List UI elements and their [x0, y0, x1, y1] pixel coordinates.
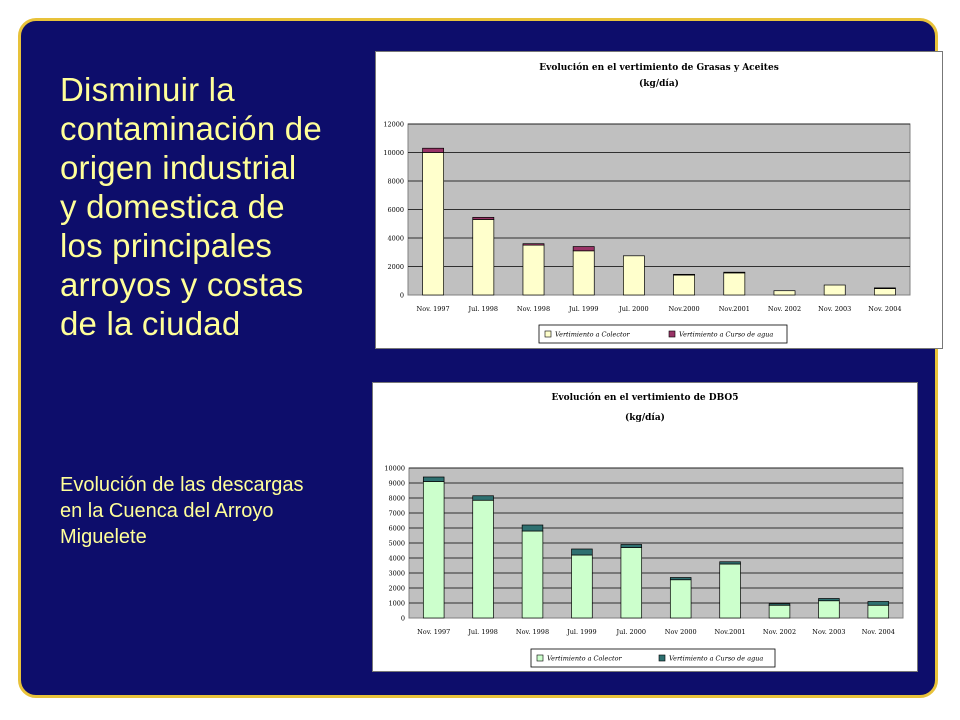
bar-segment [670, 578, 691, 580]
y-tick-label: 5000 [388, 539, 405, 548]
x-tick-label: Jul. 1998 [468, 305, 499, 313]
y-tick-label: 6000 [388, 524, 405, 533]
chart-title: Evolución en el vertimiento de DBO5 [551, 393, 739, 403]
y-tick-label: 3000 [388, 569, 405, 578]
y-tick-label: 2000 [388, 584, 405, 593]
legend-swatch [669, 331, 675, 337]
legend-label: Vertimiento a Colector [547, 654, 622, 663]
bar-segment [674, 275, 695, 295]
bar-segment [720, 564, 741, 618]
bar-segment [523, 244, 544, 245]
bar-segment [423, 477, 444, 482]
bar-segment [621, 545, 642, 548]
y-tick-label: 4000 [388, 554, 405, 563]
bar-segment [473, 217, 494, 219]
x-tick-label: Nov. 2003 [818, 305, 852, 313]
bar-segment [819, 601, 840, 618]
y-tick-label: 8000 [387, 177, 404, 186]
caption-line: Miguelete [60, 526, 147, 548]
x-tick-label: Nov.2001 [718, 305, 750, 313]
bar-segment [572, 555, 593, 618]
x-tick-label: Nov. 1998 [515, 628, 550, 636]
bar-segment [473, 496, 494, 501]
bar-segment [868, 605, 889, 618]
chart-subtitle: (kg/día) [625, 413, 665, 423]
y-tick-label: 0 [400, 614, 405, 623]
bar-segment [473, 219, 494, 295]
bar-segment [769, 605, 790, 618]
bar-segment [874, 288, 895, 289]
bar-segment [670, 580, 691, 618]
bar-segment [523, 245, 544, 295]
heading-line: arroyos y costas [60, 266, 304, 303]
bar-segment [819, 599, 840, 601]
y-tick-label: 2000 [387, 263, 404, 271]
bar-segment [720, 562, 741, 564]
y-tick-label: 9000 [388, 479, 405, 488]
bar-segment [522, 531, 543, 618]
chart-title: Evolución en el vertimiento de Grasas y Aceites [539, 63, 779, 73]
heading-line: origen industrial [60, 149, 297, 186]
x-tick-label: Nov.2001 [714, 628, 746, 636]
x-tick-label: Nov.2000 [668, 305, 700, 313]
bar-segment [573, 247, 594, 251]
x-tick-label: Jul. 1999 [568, 305, 599, 313]
x-tick-label: Nov. 1997 [416, 305, 450, 313]
x-tick-label: Nov. 1998 [516, 305, 551, 313]
heading-line: y domestica de [60, 188, 285, 225]
heading-line: de la ciudad [60, 305, 241, 342]
legend-swatch [545, 331, 551, 337]
bar-segment [473, 500, 494, 618]
y-tick-label: 8000 [388, 494, 405, 503]
x-tick-label: Nov. 2004 [861, 628, 895, 636]
x-tick-label: Nov. 2002 [767, 305, 802, 313]
bar-segment [423, 482, 444, 619]
y-tick-label: 10000 [383, 149, 404, 157]
y-tick-label: 6000 [387, 206, 404, 214]
grasas-aceites-chart-svg [376, 52, 942, 348]
bar-segment [621, 548, 642, 619]
legend-label: Vertimiento a Colector [555, 330, 630, 339]
x-tick-label: Jul. 2000 [619, 305, 649, 313]
y-tick-label: 4000 [387, 234, 404, 243]
bar-segment [572, 549, 593, 555]
y-tick-label: 12000 [383, 120, 404, 129]
heading-line: contaminación de [60, 110, 322, 147]
x-tick-label: Nov. 2003 [812, 628, 846, 636]
y-tick-label: 7000 [388, 509, 405, 518]
bar-segment [674, 274, 695, 275]
caption-line: en la Cuenca del Arroyo [60, 500, 274, 522]
bar-segment [724, 272, 745, 273]
y-tick-label: 10000 [384, 464, 405, 473]
heading-line: Disminuir la [60, 71, 235, 108]
grasas-aceites-chart [375, 51, 943, 349]
bar-segment [774, 291, 795, 295]
legend-label: Vertimiento a Curso de agua [679, 330, 774, 339]
slide-caption [60, 472, 360, 550]
x-tick-label: Jul. 2000 [616, 628, 647, 636]
x-tick-label: Jul. 1998 [468, 628, 498, 636]
x-tick-label: Nov. 2002 [762, 628, 797, 636]
dbo5-chart-svg [373, 383, 917, 671]
bar-segment [522, 525, 543, 531]
legend-label: Vertimiento a Curso de agua [669, 654, 764, 663]
x-tick-label: Nov. 2004 [868, 305, 902, 313]
dbo5-chart [372, 382, 918, 672]
bar-segment [724, 273, 745, 295]
x-tick-label: Jul. 1999 [567, 628, 597, 636]
chart-subtitle: (kg/día) [639, 79, 679, 89]
y-tick-label: 1000 [388, 599, 405, 608]
heading-line: los principales [60, 227, 273, 264]
slide-heading [60, 70, 360, 343]
bar-segment [423, 153, 444, 296]
x-tick-label: Nov. 1997 [417, 628, 451, 636]
legend-swatch [537, 655, 543, 661]
bar-segment [868, 602, 889, 606]
bar-segment [573, 251, 594, 295]
bar-segment [423, 148, 444, 152]
bar-segment [769, 604, 790, 606]
x-tick-label: Nov 2000 [664, 628, 697, 636]
caption-line: Evolución de las descargas [60, 474, 304, 496]
bar-segment [824, 285, 845, 295]
bar-segment [874, 289, 895, 295]
bar-segment [623, 256, 644, 295]
y-tick-label: 0 [399, 291, 404, 300]
legend-swatch [659, 655, 665, 661]
